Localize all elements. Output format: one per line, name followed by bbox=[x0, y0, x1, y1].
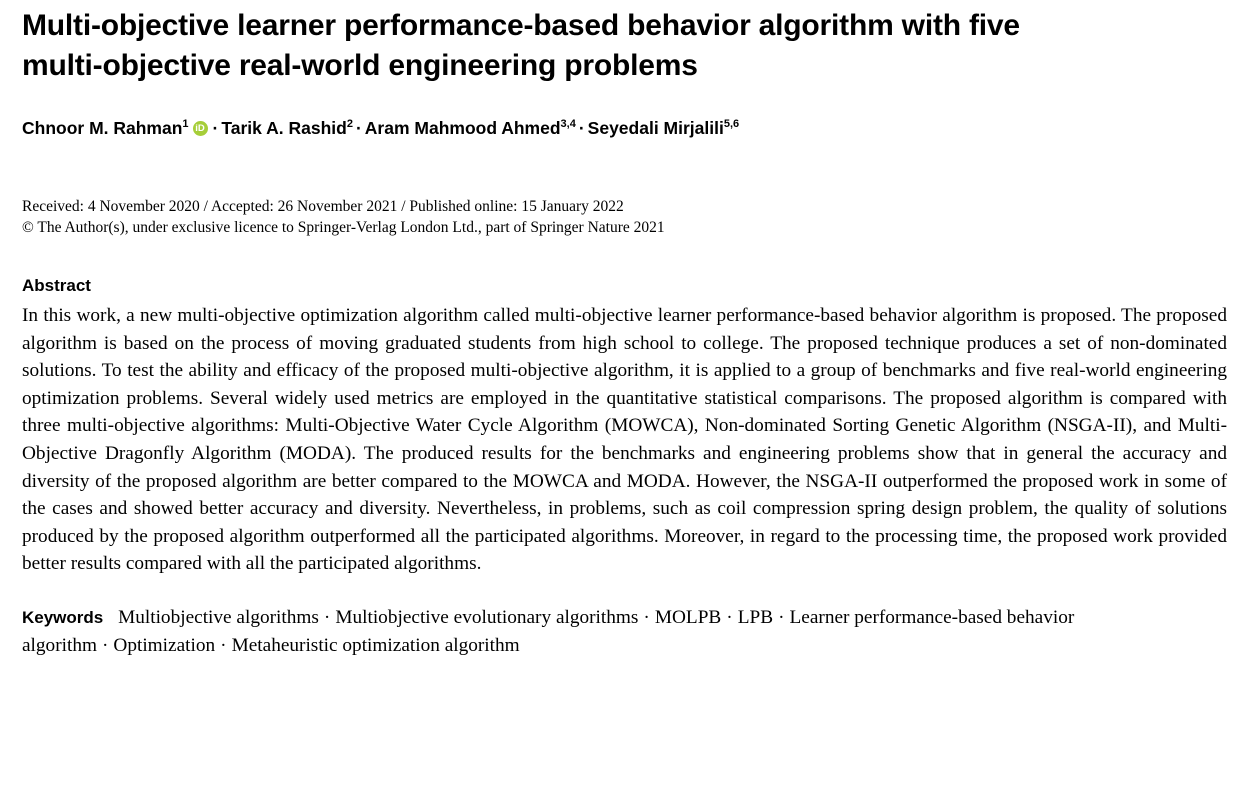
author-entry bbox=[22, 118, 189, 138]
keyword-separator: · bbox=[778, 606, 785, 628]
author-separator: · bbox=[355, 118, 362, 138]
received-accepted-published-line: Received: 4 November 2020 / Accepted: 26 November 2021 / Published online: 15 January 2022 bbox=[22, 198, 624, 215]
keyword-separator: · bbox=[220, 634, 227, 656]
author-affiliation-marker: 2 bbox=[346, 118, 353, 131]
keyword-item: Metaheuristic optimization algorithm bbox=[231, 634, 520, 656]
author-list bbox=[22, 116, 1227, 140]
publication-history bbox=[22, 196, 1227, 238]
author-entry bbox=[588, 118, 739, 138]
keyword-separator: · bbox=[323, 606, 331, 628]
copyright-line: © The Author(s), under exclusive licence to Springer-Verlag London Ltd., part of Springer Nature 2021 bbox=[22, 219, 665, 236]
keyword-item: LPB bbox=[737, 606, 774, 628]
author-entry bbox=[221, 118, 353, 138]
orcid-icon[interactable] bbox=[193, 121, 208, 136]
keyword-item: Optimization bbox=[113, 634, 216, 656]
keyword-separator: · bbox=[101, 634, 109, 656]
author-name: Tarik A. Rashid bbox=[221, 118, 347, 138]
author-name: Chnoor M. Rahman bbox=[22, 118, 183, 138]
keyword-item: Multiobjective evolutionary algorithms bbox=[335, 606, 639, 628]
article-content bbox=[22, 6, 1227, 659]
keyword-item: Learner performance-based behavior algorithm bbox=[22, 606, 1075, 656]
author-separator: · bbox=[578, 118, 585, 138]
keywords-section bbox=[22, 604, 1227, 659]
keyword-separator: · bbox=[726, 606, 733, 628]
keyword-item: Multiobjective algorithms bbox=[118, 606, 319, 628]
keyword-item: MOLPB bbox=[654, 606, 722, 628]
abstract-text: In this work, a new multi-objective optimization algorithm called multi-objective learner performance-based behavior algorithm is proposed. The proposed algorithm is based on the process of moving graduated students from high school to college. The proposed technique produces a set of non-dominated solutions. To test the ability and efficacy of the proposed multi-objective algorithm, it is applied to a group of benchmarks and five real-world engineering optimization problems. Several widely used metrics are employed in the quantitative statistical comparisons. The proposed algorithm is compared with three multi-objective algorithms: Multi-Objective Water Cycle Algorithm (MOWCA), Non-dominated Sorting Genetic Algorithm (NSGA-II), and Multi-Objective Dragonfly Algorithm (MODA). The produced results for the benchmarks and engineering problems show that in general the accuracy and diversity of the proposed algorithm are better compared to the MOWCA and MODA. However, the NSGA-II outperformed the proposed work in some of the cases and showed better accuracy and diversity. Nevertheless, in problems, such as coil compression spring design problem, the quality of solutions produced by the proposed algorithm outperformed all the participated algorithms. Moreover, in regard to the processing time, the proposed work provided better results compared with all the participated algorithms. bbox=[22, 305, 1227, 575]
author-separator: · bbox=[212, 118, 219, 138]
keyword-separator: · bbox=[643, 606, 650, 628]
author-name: Seyedali Mirjalili bbox=[587, 118, 724, 138]
author-entry bbox=[365, 118, 576, 138]
author-affiliation-marker: 1 bbox=[182, 118, 189, 131]
page-title: Multi-objective learner performance-based behavior algorithm with five multi-objective real-world engineering problems bbox=[22, 9, 1020, 82]
keywords-label: Keywords bbox=[22, 607, 104, 627]
author-affiliation-marker: 3,4 bbox=[560, 118, 576, 131]
abstract-heading: Abstract bbox=[22, 276, 91, 295]
author-name: Aram Mahmood Ahmed bbox=[364, 118, 561, 138]
author-affiliation-marker: 5,6 bbox=[723, 118, 740, 131]
